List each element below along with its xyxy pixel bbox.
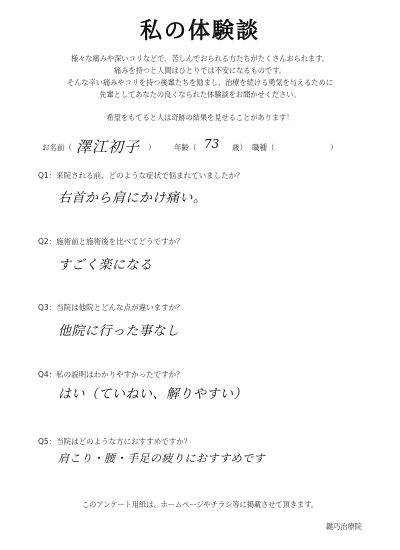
job-label: 職種（ — [252, 143, 275, 152]
question-1: Q1：来院される前、どのような症状で悩まれていましたか？ — [38, 171, 244, 180]
question-2: Q2：施術前と施術後を比べてどうですか？ — [38, 237, 184, 246]
question-3: Q3：当院は他院とどんな点が違いますか？ — [38, 303, 184, 312]
page-title: 私の体験談 — [139, 18, 260, 44]
age-unit: 歳） — [232, 143, 247, 152]
intro-line: 痛みを持つと人間はひとりでは不安になるものです。 — [114, 66, 286, 75]
clinic-name: 鍵巧治療院 — [326, 522, 362, 531]
name-label: お名前（ — [42, 143, 72, 152]
intro-line: そんな辛い痛みやコリを持つ後輩たちを励まし、治療を続ける勇気を与えるために — [67, 78, 333, 87]
answer-1: 右首から肩にかけ痛い。 — [58, 191, 207, 206]
age-label: 年齢（ — [174, 143, 197, 152]
profile-row — [42, 134, 372, 158]
name-value: 澤江初子 — [76, 138, 141, 156]
intro-line: 様々な痛みや深いコリなどで、苦しんでおられる方たちがたくさんおられます。 — [70, 54, 330, 63]
closing-line: 希望をもてると人は奇跡の結果を見せることがあります！ — [106, 113, 294, 122]
question-4: Q4：私の説明はわかりやすかったですか？ — [38, 370, 184, 379]
age-value: 73 — [204, 137, 220, 151]
answer-3: 他院に行った事なし — [58, 324, 180, 339]
intro-text — [10, 53, 390, 101]
name-close: ） — [148, 143, 156, 152]
answer-5: 肩こり・腰・手足の疲りにおすすめです — [58, 452, 266, 465]
job-close: ） — [330, 143, 338, 152]
answer-4: はい（ていねい、解りやすい） — [58, 387, 248, 402]
intro-line: 先輩としてあなたの良くなられた体験談をお聞かせください。 — [99, 90, 301, 99]
question-5: Q5：当院はどのような方におすすめですか？ — [38, 437, 192, 446]
footer-note: このアンケート用紙は、ホームページやチラシ等に掲載させて頂きます。 — [81, 500, 319, 509]
answer-2: すごく楽になる — [58, 258, 153, 273]
